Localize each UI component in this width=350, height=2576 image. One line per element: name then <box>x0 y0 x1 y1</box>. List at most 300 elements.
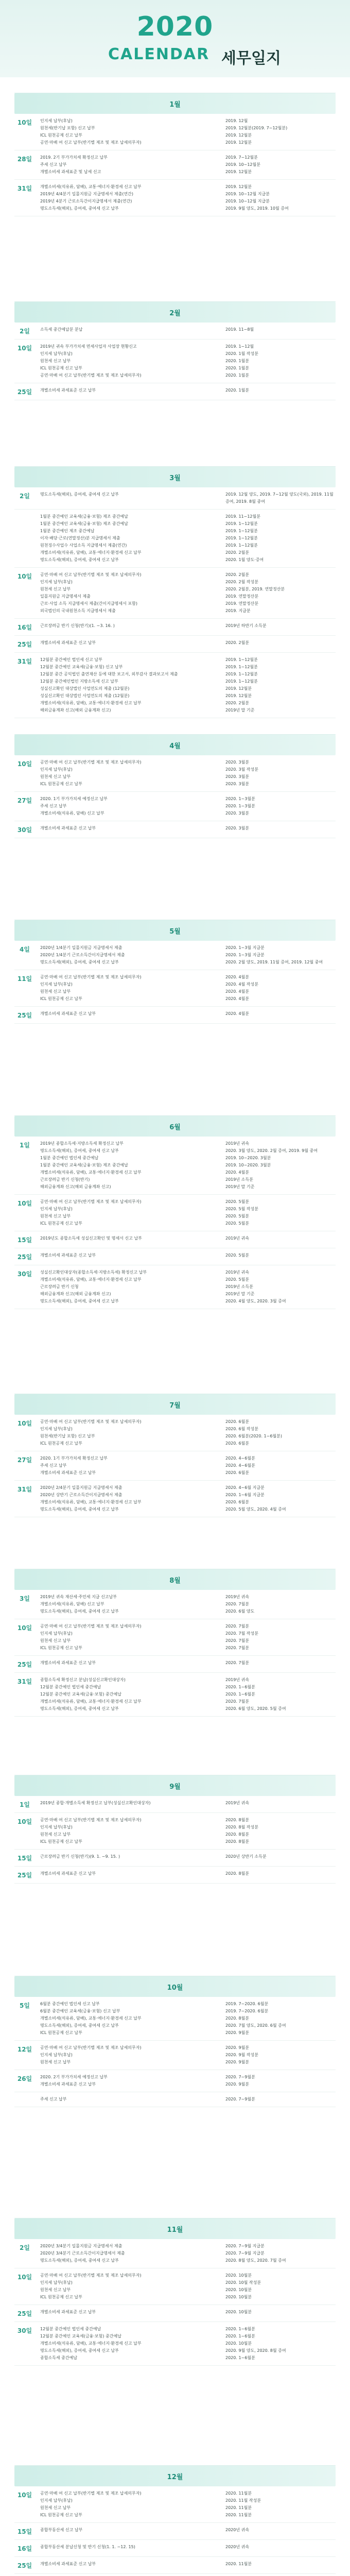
tax-period: 2020. 4~6월 지급분 <box>225 1485 265 1490</box>
tax-item: 2020. 2기 부가가치세 예정신고 납부 <box>40 2075 108 2079</box>
tax-period: 2020. 7월분 <box>225 1624 249 1629</box>
month-section <box>14 1569 336 1717</box>
tax-item: ICL 원천공제 신고 납부 <box>40 2295 82 2299</box>
tax-item: 원천세 신고 납부 <box>40 1214 71 1218</box>
tax-item: 개별소비세(석유류, 담배) 신고 납부 <box>40 811 104 816</box>
tax-period: 2019년 귀속 <box>225 1236 250 1241</box>
month-label: 8월 <box>169 1577 181 1585</box>
calendar-title: 세무일지 <box>221 49 281 67</box>
tax-item: ICL 원천공제 신고 납부 <box>40 2030 82 2035</box>
tax-item: 6월분 중간예인 교육세(금융·보험) 신고 납부 <box>40 2009 120 2013</box>
tax-period: 2020. 5월 양도, 2020. 4월 증여 <box>225 1507 286 1512</box>
tax-items <box>35 825 220 834</box>
tax-item: 12월분 중간예인 법인세 신고 납부 <box>40 657 102 662</box>
tax-items <box>35 1676 220 1713</box>
tax-item: 원천세 신고 납부 <box>40 774 71 779</box>
tax-items <box>35 2074 220 2088</box>
month-label: 6월 <box>169 1123 181 1131</box>
due-day: 25일 <box>17 2310 32 2317</box>
month-header <box>14 1569 336 1590</box>
due-day: 11일 <box>17 975 32 982</box>
month-label: 7월 <box>169 1401 181 1410</box>
tax-item: 개별소비세(석유류, 담배) 신고 납부 <box>40 1602 104 1606</box>
month-label: 10월 <box>167 1984 183 1992</box>
month-section <box>14 1394 336 1517</box>
tax-item: 인지세 납부(후납) <box>40 580 73 584</box>
tax-item: 개별소비세 과세표준 신고 납부 <box>40 1470 96 1475</box>
schedule-row <box>14 1415 336 1451</box>
schedule-row <box>14 1619 336 1656</box>
schedule-row <box>14 1813 336 1850</box>
tax-item: 개별소비세(석유류, 담배), 교통·에너지·환경세 신고 납부 <box>40 184 142 189</box>
schedule-row <box>14 1997 336 2041</box>
tax-periods <box>220 759 336 788</box>
due-day: 26일 <box>17 2075 32 2082</box>
due-day: 12일 <box>17 2046 32 2053</box>
schedule-row <box>14 1796 336 1813</box>
due-day: 25일 <box>17 641 32 648</box>
due-day: 25일 <box>17 388 32 396</box>
tax-item: 개별소비세 과세표준 신고 납부 <box>40 826 96 831</box>
due-day: 16일 <box>17 2545 32 2552</box>
tax-period: 2020. 2월분, 2019. 연말정산분 <box>225 587 285 591</box>
month-label: 2월 <box>169 309 181 317</box>
tax-period: 2020. 6월분 <box>225 1470 249 1475</box>
month-label: 1월 <box>169 100 181 109</box>
tax-period: 2020. 1~6월분 <box>225 1685 255 1689</box>
month-section <box>14 93 336 216</box>
tax-item: 개별소비세 과세표준 신고 납부 <box>40 1011 96 1016</box>
calendar-header <box>0 0 350 77</box>
tax-period: 2020. 10월분 <box>225 2310 252 2314</box>
tax-period: 2019년 말 기준 <box>225 1292 255 1296</box>
tax-period: 2020. 9월분 <box>225 2045 249 2050</box>
tax-period: 2019. 12월분 <box>225 693 252 698</box>
tax-periods <box>220 2490 336 2519</box>
schedule-row <box>14 2574 336 2576</box>
month-header <box>14 1116 336 1137</box>
month-header <box>14 1775 336 1796</box>
tax-items <box>35 2044 220 2066</box>
tax-items <box>35 1623 220 1652</box>
tax-item: 개별소비세(석유류, 담배), 교통·에너지·환경세 신고 납부 <box>40 701 142 705</box>
tax-items <box>35 387 220 396</box>
due-day: 25일 <box>17 2562 32 2569</box>
tax-periods <box>220 1198 336 1227</box>
tax-item: 개별소비세(석유류, 담배), 교통·에너지·환경세 신고 납부 <box>40 2016 142 2021</box>
due-day: 15일 <box>17 2528 32 2535</box>
tax-period: 2019. 연말정산분 <box>225 601 259 606</box>
tax-item: 명도소득세(해외), 증여세, 중여세 신고 납부 <box>40 1706 119 1711</box>
due-day: 3일 <box>20 1595 30 1602</box>
tax-periods <box>220 944 336 966</box>
schedule-row <box>14 1137 336 1195</box>
schedule-row <box>14 941 336 970</box>
due-day: 2일 <box>20 328 30 335</box>
tax-period: 2019. 1~12월분 <box>225 529 258 533</box>
schedule-row <box>14 2557 336 2574</box>
tax-period: 2020. 6월 양도 <box>225 1609 255 1614</box>
tax-item: 2019년 4분기 근로소득간이지급명세서 제출(연간) <box>40 199 132 204</box>
tax-item: 소득세 중간예납분 분납 <box>40 327 83 332</box>
month-section <box>14 1775 336 1884</box>
tax-item: ICL 원천공제 신고 납부 <box>40 1221 82 1226</box>
tax-items <box>35 1853 220 1862</box>
tax-period: 2019년 하반기 소득분 <box>225 623 267 628</box>
tax-period: 2020. 8월 양도, 2020. 7월 증여 <box>225 2258 286 2263</box>
tax-period: 2019. 10~12월분 <box>225 162 260 167</box>
tax-periods <box>220 795 336 817</box>
tax-period: 2019. 12월분 <box>225 170 252 174</box>
tax-items <box>35 2326 220 2362</box>
tax-period: 2020. 5월 작성분 <box>225 1207 258 1211</box>
tax-item: 2019년 종합·개별소득세 확정신고 납부(성실신고확인대상자) <box>40 1801 151 1805</box>
tax-item: 종합부동산세 신고 납부 <box>40 2528 83 2532</box>
tax-item: 원천세 신고 납부 <box>40 1832 71 1837</box>
tax-item: ICL 원천공제 신고 납부 <box>40 366 82 370</box>
tax-items <box>35 1252 220 1261</box>
tax-period: 2020. 7월분 <box>225 1602 249 1606</box>
tax-period: 2020. 1월분 <box>225 366 249 370</box>
tax-items <box>35 622 220 632</box>
tax-period: 2020. 3월 양도, 2020. 2월 증여, 2019. 9월 중여 <box>225 1148 318 1153</box>
tax-period: 2020. 4~6월분 <box>225 1463 255 1468</box>
due-day <box>14 513 35 564</box>
due-day: 1일 <box>20 1801 30 1808</box>
tax-items <box>35 1418 220 1447</box>
tax-item: 성실신고확인대상자(종합소득세·지방소득세) 확정신고 납부 <box>40 1270 147 1275</box>
tax-period: 2020년 상반기 소득분 <box>225 1854 267 1859</box>
tax-periods <box>220 2074 336 2088</box>
tax-items <box>35 571 220 615</box>
tax-period: 2020. 6월분 <box>225 1419 249 1424</box>
schedule-row <box>14 653 336 718</box>
tax-item: 공연·마배 여 신고 납부(반기별 제조 및 제조 납세의무자) <box>40 2491 142 2496</box>
tax-item: 6월분 중간예인 법인세 신고 납부 <box>40 2002 100 2006</box>
tax-item: 원천세 신고 납부 <box>40 587 71 591</box>
schedule-row <box>14 2540 336 2557</box>
tax-period: 2019. 12월분 <box>225 686 252 691</box>
tax-item: 명도소득세(해외), 증여세, 중여세 신고 납부 <box>40 960 119 964</box>
tax-period: 2020. 3월분 <box>225 760 249 765</box>
tax-item: 종합소득세 중간예납 <box>40 2355 78 2360</box>
tax-item: 개별소비세(석유류, 담배), 교통·에너지·환경세 신고 납부 <box>40 2341 142 2346</box>
tax-items <box>35 1870 220 1879</box>
tax-period: 2020. 3월분 <box>225 782 249 786</box>
month-section <box>14 2465 336 2576</box>
due-day: 15일 <box>17 1855 32 1862</box>
tax-item: 주세 신고 납부 <box>40 804 67 808</box>
tax-period: 2020. 2월분 <box>225 550 249 555</box>
tax-period: 2019. 1~12월 <box>225 344 254 349</box>
tax-period: 2020. 7월분 <box>225 1699 249 1704</box>
due-day: 28일 <box>17 156 32 163</box>
tax-period: 2020. 1~6월분 <box>225 1692 255 1697</box>
tax-period: 2020. 2월분 <box>225 572 249 577</box>
tax-period: 2020. 10월분 <box>225 2341 252 2346</box>
tax-item: 명도소득세(해외), 증여세, 중여세 신고 납부 <box>40 2258 119 2263</box>
due-day: 31일 <box>17 658 32 665</box>
tax-items <box>35 154 220 176</box>
tax-periods <box>220 1269 336 1305</box>
tax-item: 근로장려금 반기 신청 <box>40 1284 79 1289</box>
tax-item: 2020년 3/4분기 근로소득간이지급명세서 제출 <box>40 2251 125 2256</box>
tax-items <box>35 944 220 966</box>
schedule-row <box>14 821 336 838</box>
tax-period: 2020. 8월 작성분 <box>225 1825 258 1829</box>
tax-period: 2020. 8월분 <box>225 2016 249 2021</box>
tax-period: 2019. 1~12월분 <box>225 665 258 669</box>
tax-item: 명도소득세(해외), 증여세, 중여세 신고 납부 <box>40 2023 119 2028</box>
tax-period: 2019년 말 기준 <box>225 708 255 713</box>
tax-period: 2020. 4월분 <box>225 975 249 979</box>
tax-period: 2019. 10~2020. 3월분 <box>225 1156 271 1160</box>
month-label: 12월 <box>167 2473 183 2481</box>
tax-item: 2019년 귀속 부가가치세 면세사업자 사업장 현황신고 <box>40 344 137 349</box>
tax-period: 2020. 1~3월분 <box>225 796 255 801</box>
tax-period: 2020. 7월분 <box>225 1660 249 1665</box>
month-header <box>14 2218 336 2239</box>
schedule-row <box>14 1850 336 1867</box>
month-header <box>14 1976 336 1997</box>
tax-period: 2020. 6월 작성분 <box>225 1427 258 1431</box>
due-day: 16일 <box>17 624 32 631</box>
tax-item: 명도소득세(해외), 증여세, 중여세 신고 납부 <box>40 1148 119 1153</box>
tax-items <box>35 1817 220 1845</box>
tax-items <box>35 2490 220 2519</box>
tax-period: 2020. 9월 작성분 <box>225 2053 258 2057</box>
schedule-row <box>14 340 336 383</box>
tax-periods <box>220 183 336 212</box>
tax-period: 2020. 6월분(2020. 1~6월분) <box>225 1434 283 1438</box>
tax-period: 2020. 8월분 <box>225 1832 249 1837</box>
tax-items <box>35 1455 220 1477</box>
tax-item: 명도소득세(해외), 증여세, 중여세 신고 납부 <box>40 492 119 497</box>
tax-period: 2020. 3월분 <box>225 826 249 831</box>
tax-period: 2019. 1~12월분 <box>225 657 258 662</box>
tax-items <box>35 2309 220 2318</box>
tax-period: 2020. 4월 양도, 2020. 3월 증여 <box>225 1299 286 1303</box>
tax-period: 2019년 귀속 <box>225 1801 250 1805</box>
tax-period: 2020년 귀속 <box>225 2545 250 2549</box>
tax-item: 공연·마배 여 신고 납부(반기별 제조 및 제조 납세의무자) <box>40 1624 142 1629</box>
tax-period: 2020. 1~3월 지급분 <box>225 945 265 950</box>
tax-period: 2020. 8월분 <box>225 1839 249 1844</box>
tax-item: 개별소비세(석유류, 담배), 교통·에너지·환경세 신고 납부 <box>40 1500 142 1504</box>
tax-item: 1월분 중간예인 법인세 중간예납 <box>40 1156 99 1160</box>
tax-item: 1월분 중간예인 교육세(금융·보험) 제조 중간예납 <box>40 1163 128 1167</box>
month-header <box>14 2466 336 2486</box>
tax-period: 2020. 3월 작성분 <box>225 767 258 772</box>
tax-items <box>35 1010 220 1020</box>
tax-item: ICL 원천공제 신고 납부 <box>40 2513 82 2517</box>
tax-period: 2020. 1월분 <box>225 373 249 378</box>
tax-items <box>35 795 220 817</box>
due-day: 10일 <box>17 1818 32 1825</box>
tax-periods <box>220 639 336 649</box>
tax-period: 2020. 11월 작성분 <box>225 2498 261 2503</box>
tax-period: 2019. 12월 <box>225 118 248 123</box>
tax-item: 2020. 1기 부가가치세 예정신고 납부 <box>40 796 108 801</box>
tax-item: 명도소득세(해외), 증여세, 중여세 신고 납부 <box>40 1507 119 1512</box>
tax-periods <box>220 1455 336 1477</box>
month-header <box>14 467 336 487</box>
schedule-row <box>14 1656 336 1673</box>
tax-item: 해외금융계좌 신고(해외 금융계좌 신고) <box>40 708 111 713</box>
tax-period: 2020. 7~9월 지급분 <box>225 2251 265 2256</box>
schedule-row <box>14 510 336 568</box>
tax-item: 개별소비세 과세표준 및 납세 신고 <box>40 170 101 174</box>
due-day: 4일 <box>20 946 30 953</box>
tax-item: ICL 원천공제 신고 납부 <box>40 1646 82 1650</box>
tax-periods <box>220 2096 336 2103</box>
tax-items <box>35 2272 220 2301</box>
tax-periods <box>220 2272 336 2301</box>
tax-period: 2020. 1~6월분 <box>225 2334 255 2338</box>
tax-periods <box>220 2544 336 2553</box>
tax-period: 2019. 10~12월 지급분 <box>225 192 270 196</box>
tax-items <box>35 513 220 564</box>
tax-period: 2019년 귀속 <box>225 1141 250 1146</box>
tax-period: 2019. 11~12월분 <box>225 514 260 519</box>
tax-item: 2019년 귀속 재산세·주민세 지급 신고납부 <box>40 1595 117 1599</box>
tax-period: 2019. 12월분 <box>225 184 252 189</box>
due-day: 15일 <box>17 1236 32 1244</box>
tax-items <box>35 183 220 212</box>
tax-period: 2020. 6월분 <box>225 1500 249 1504</box>
schedule-row <box>14 755 336 792</box>
tax-period: 2019. 9월 양도, 2019. 10월 증여 <box>225 206 289 211</box>
tax-item: 12월분 중간예인 법인세 중간예납 <box>40 2327 101 2331</box>
month-header <box>14 1394 336 1415</box>
tax-item: 12월분 중간예인법인 지방소득세 신고 납부 <box>40 679 118 684</box>
tax-periods <box>220 513 336 564</box>
month-label: 3월 <box>169 474 181 482</box>
due-day: 10일 <box>17 119 32 126</box>
calendar-label: CALENDAR <box>108 45 210 63</box>
tax-item: 1월분 중간예인 제조 중간예납 <box>40 529 95 533</box>
tax-period: 2020. 2월분 <box>225 701 249 705</box>
schedule-row <box>14 2523 336 2540</box>
tax-period: 2020. 3월분 <box>225 811 249 816</box>
tax-item: 인지세 납부(후납) <box>40 1825 73 1829</box>
tax-period: 2020. 6월분 <box>225 1441 249 1446</box>
due-day: 10일 <box>17 1624 32 1632</box>
schedule-row <box>14 2070 336 2092</box>
tax-period: 2020. 9월분 <box>225 2082 249 2087</box>
tax-item: 개별소비세 과세표준 신고 납부 <box>40 1253 96 1258</box>
tax-period: 2020. 9월분 <box>225 2060 249 2064</box>
tax-item: 근로장려금 반기 신청(반기)(1. ~3. 16. ) <box>40 623 115 628</box>
tax-item: 2020년 1/4분기 근로소득간이지급명세서 제출 <box>40 953 125 957</box>
tax-period: 2020. 4월분 <box>225 1011 249 1016</box>
tax-item: ICL 원천공제 신고 납부 <box>40 782 82 786</box>
tax-items <box>35 1800 220 1809</box>
tax-items <box>35 2527 220 2536</box>
tax-periods <box>220 1853 336 1862</box>
tax-item: 공연·마배 여 신고 납부(반기별 제조 및 제조 납세의무자) <box>40 373 142 378</box>
tax-items <box>35 326 220 335</box>
tax-item: 개별소비세 과세표준 신고 납부 <box>40 2562 96 2566</box>
tax-items <box>35 1484 220 1513</box>
tax-periods <box>220 1418 336 1447</box>
tax-period: 2019. 12월 양도, 2019. 7~12월 양도(국외), 2019. 11월 증여, 2019. 8월 중여 <box>225 492 334 504</box>
tax-period: 2020. 1월분 <box>225 388 249 393</box>
due-day: 25일 <box>17 1012 32 1019</box>
tax-items <box>35 1659 220 1669</box>
tax-periods <box>220 1252 336 1261</box>
due-day: 10일 <box>17 760 32 768</box>
tax-period: 2020. 7월 작성분 <box>225 1631 258 1636</box>
tax-item: 인지세 납부(후납) <box>40 2280 73 2285</box>
tax-item: 인지세 납부(후납) <box>40 2498 73 2503</box>
schedule-row <box>14 636 336 653</box>
tax-item: 인지세 납부(후납) <box>40 1631 73 1636</box>
tax-item: 원천세 신고 납부 <box>40 2287 71 2292</box>
tax-item: 2020년 상반기 근로소득간이지급명세서 제출 <box>40 1493 122 1497</box>
schedule-row <box>14 1590 336 1619</box>
tax-items <box>35 1140 220 1191</box>
schedule-row <box>14 2322 336 2366</box>
tax-items <box>35 117 220 146</box>
tax-item: 2020. 1기 부가가치세 확정신고 납부 <box>40 1456 108 1461</box>
tax-item: 공연·마배 여 신고 납부(반기별 제조 및 제조 납세의무자) <box>40 1818 142 1822</box>
tax-period: 2020. 5월분 <box>225 1277 249 1282</box>
month-header <box>14 920 336 941</box>
tax-items <box>35 639 220 649</box>
due-day: 10일 <box>17 2274 32 2281</box>
tax-item: 개별소비세(석유류, 담배), 교통·에너지·환경세 신고 납부 <box>40 1277 142 1282</box>
month-section <box>14 1115 336 1309</box>
tax-item: 원천세 신고 납부 <box>40 2505 71 2510</box>
tax-item: 원천세(반기납 포함) 신고 납부 <box>40 1434 95 1438</box>
schedule-row <box>14 792 336 821</box>
tax-periods <box>220 2326 336 2362</box>
tax-item: 공연·마배 여 신고 납부(반기별 제조 및 제조 납세의무자) <box>40 140 142 145</box>
tax-item: 원천세 신고 납부 <box>40 2060 71 2064</box>
tax-periods <box>220 825 336 834</box>
tax-item: 12월분 중간예인 교육세(금융·보험) 중간예납 <box>40 1692 121 1697</box>
due-day: 25일 <box>17 1872 32 1879</box>
tax-periods <box>220 1010 336 1020</box>
tax-period: 2019. 12월분 <box>225 140 252 145</box>
schedule-row <box>14 383 336 400</box>
tax-periods <box>220 2309 336 2318</box>
tax-period: 2019. 12월분(2019. 7~12월분) <box>225 126 288 130</box>
tax-period: 2019. 1~12월분 <box>225 672 258 676</box>
tax-item: 명도소득세(해외), 증여세, 중여세 신고 납부 <box>40 557 119 562</box>
tax-item: 근로·사업 소득 지급명세서 제출(간이지급명세서 포함) <box>40 601 137 606</box>
due-day: 2일 <box>20 493 30 500</box>
tax-item: 개별소비세(석유류, 담배), 교통·에너지·환경세 신고 납부 <box>40 1170 142 1175</box>
tax-period: 2020년 귀속 <box>225 2528 250 2532</box>
tax-period: 2020. 8월분 <box>225 1818 249 1822</box>
tax-period: 2020. 7~9월 지급분 <box>225 2244 265 2248</box>
tax-period: 2020. 4월 작성분 <box>225 982 258 987</box>
tax-item: 주세 신고 납부 <box>40 162 67 167</box>
schedule-row <box>14 1867 336 1884</box>
tax-item: 명도소득세(해외), 증여세, 중여세 신고 납부 <box>40 2348 119 2353</box>
tax-periods <box>220 1817 336 1845</box>
due-day: 31일 <box>17 1678 32 1685</box>
tax-item: 개별소비세 과세표준 신고 납부 <box>40 1871 96 1876</box>
tax-items <box>35 1235 220 1244</box>
tax-period: 2020. 1~6월분 <box>225 2327 255 2331</box>
tax-period: 2020. 11월분 <box>225 2562 252 2566</box>
schedule-row <box>14 2092 336 2107</box>
tax-item: 개별소비세 과세표준 신고 납부 <box>40 1660 96 1665</box>
schedule-row <box>14 2305 336 2322</box>
